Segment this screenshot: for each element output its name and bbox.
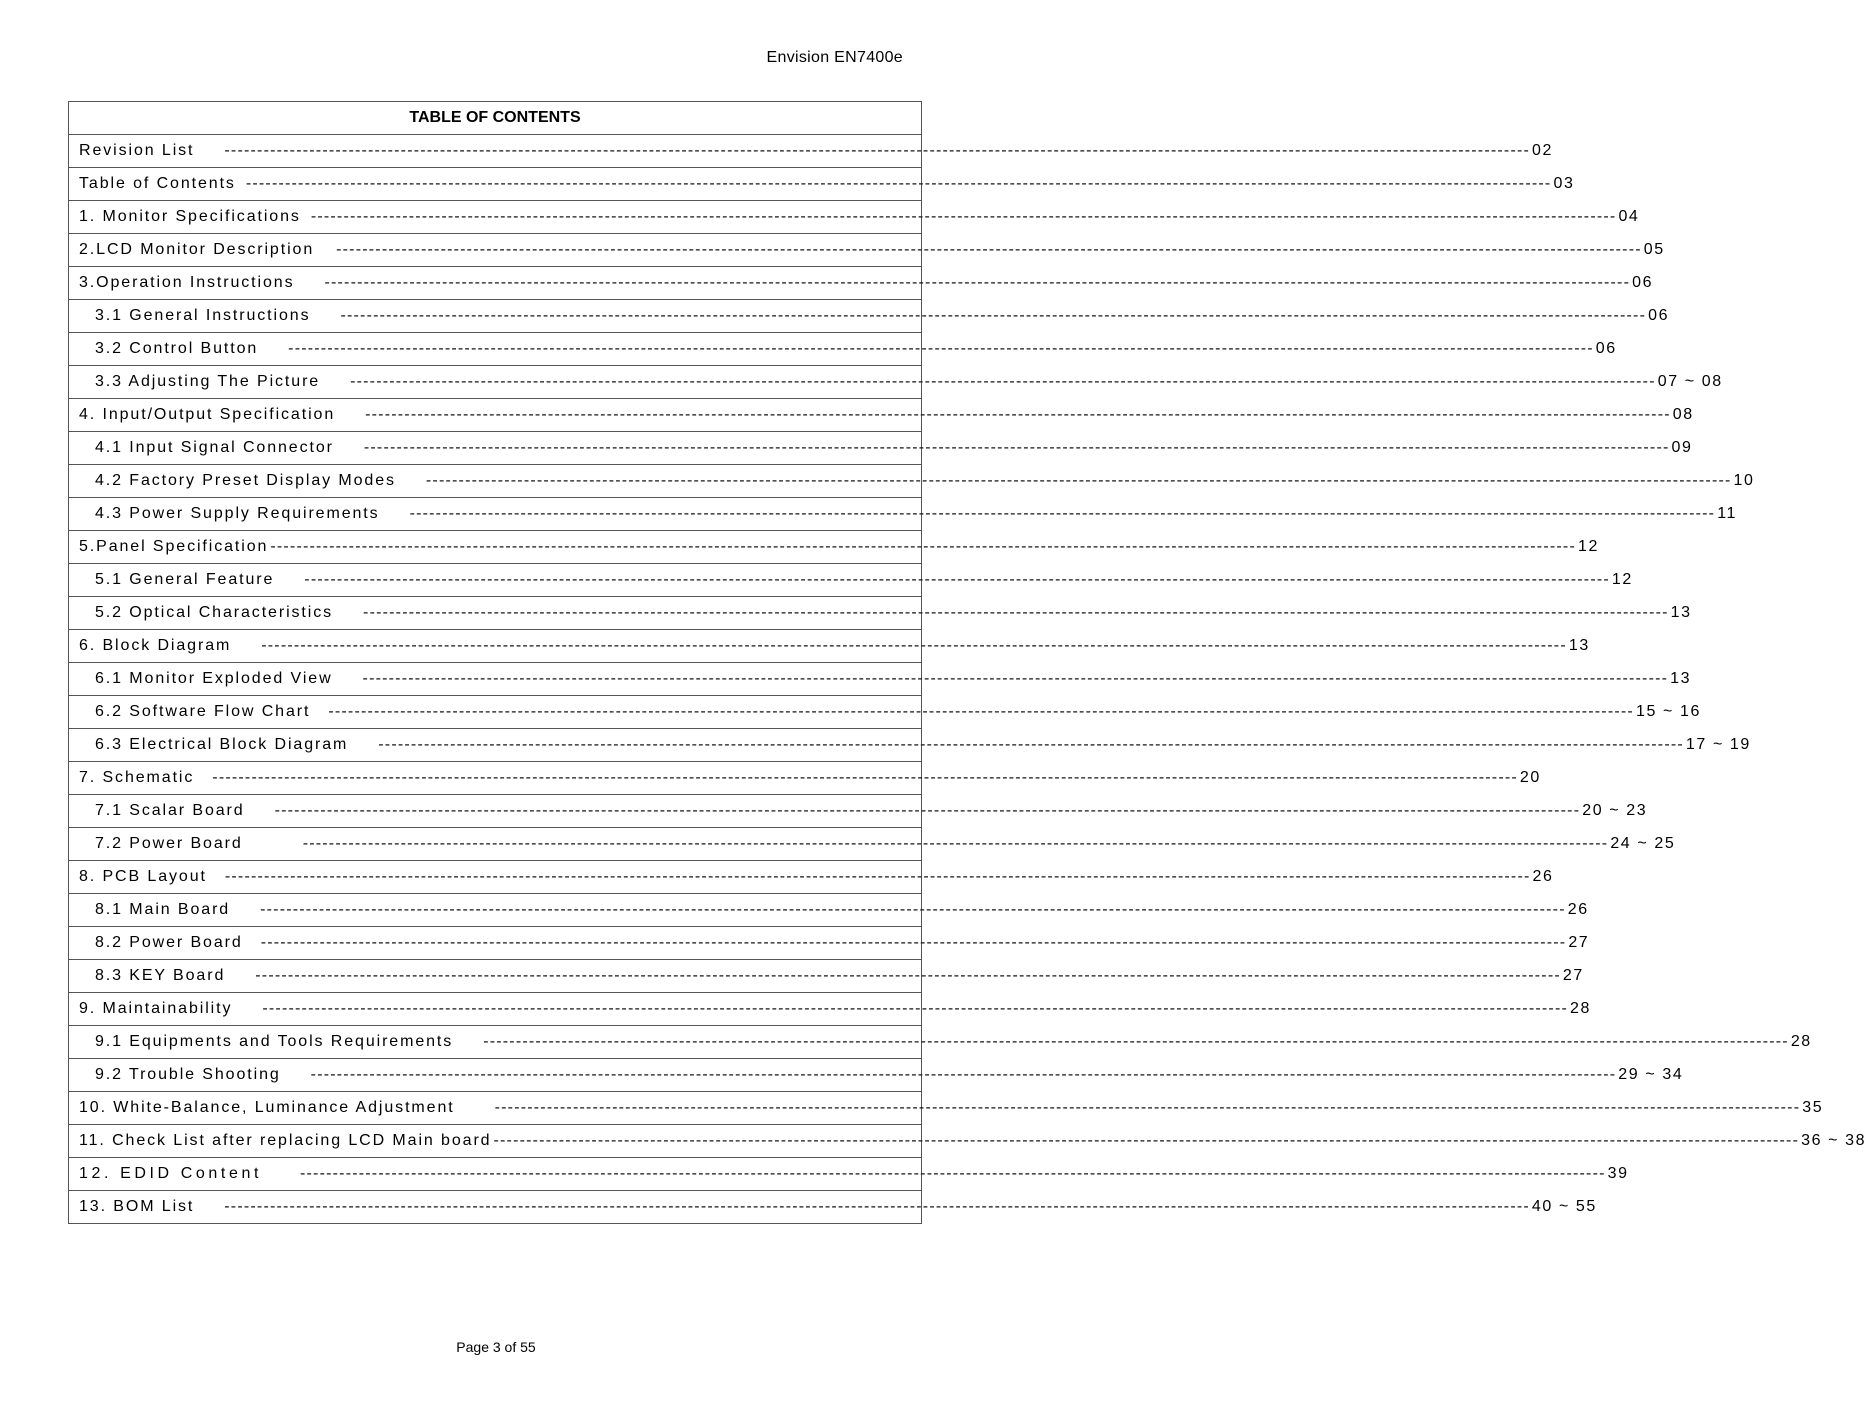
toc-entry[interactable]	[69, 201, 1640, 233]
toc-dot-leader: --------------------------------------------------------------------------------------------------------------------------------------------------------------------------------------------------------	[304, 571, 1610, 588]
toc-entry-label: 6.1 Monitor Exploded View	[95, 670, 333, 687]
toc-entry[interactable]	[69, 1026, 1812, 1058]
toc-cell	[69, 828, 1676, 861]
toc-entry-page: 11	[1717, 505, 1737, 522]
toc-entry-label: 1. Monitor Specifications	[79, 208, 301, 225]
toc-row[interactable]	[69, 432, 922, 465]
toc-entry-label: 3.1 General Instructions	[95, 307, 311, 324]
toc-row[interactable]	[69, 597, 922, 630]
toc-entry-page: 20	[1519, 769, 1541, 786]
toc-cell	[69, 597, 1692, 630]
toc-entry-page: 28	[1790, 1033, 1812, 1050]
toc-dot-leader: --------------------------------------------------------------------------------------------------------------------------------------------------------------------------------------------------------	[260, 934, 1567, 951]
toc-entry[interactable]	[69, 1125, 1866, 1157]
toc-entry-page: 06	[1648, 307, 1670, 324]
toc-dot-leader: --------------------------------------------------------------------------------------------------------------------------------------------------------------------------------------------------------	[324, 274, 1631, 291]
toc-dot-leader: --------------------------------------------------------------------------------------------------------------------------------------------------------------------------------------------------------	[363, 439, 1670, 456]
toc-entry-page: 02	[1532, 142, 1554, 159]
toc-entry-label: 4.2 Factory Preset Display Modes	[95, 472, 396, 489]
toc-row[interactable]	[69, 894, 922, 927]
toc-entry-page: 29 ~ 34	[1618, 1066, 1684, 1083]
toc-entry-label: Revision List	[79, 142, 195, 159]
toc-entry-label: 11. Check List after replacing LCD Main board	[79, 1132, 492, 1149]
toc-entry[interactable]	[69, 300, 1670, 332]
toc-entry-page: 40 ~ 55	[1531, 1198, 1597, 1215]
toc-entry-label: 3.3 Adjusting The Picture	[95, 373, 321, 390]
toc-dot-leader: --------------------------------------------------------------------------------------------------------------------------------------------------------------------------------------------------------	[493, 1132, 1800, 1149]
toc-entry[interactable]	[69, 564, 1633, 596]
toc-dot-leader: --------------------------------------------------------------------------------------------------------------------------------------------------------------------------------------------------------	[224, 868, 1531, 885]
toc-entry-page: 10	[1733, 472, 1755, 489]
toc-title: TABLE OF CONTENTS	[69, 102, 922, 135]
toc-cell	[69, 927, 1590, 960]
toc-dot-leader: --------------------------------------------------------------------------------------------------------------------------------------------------------------------------------------------------------	[336, 241, 1642, 258]
toc-row[interactable]	[69, 300, 922, 333]
toc-row[interactable]	[69, 531, 922, 564]
toc-dot-leader: --------------------------------------------------------------------------------------------------------------------------------------------------------------------------------------------------------	[483, 1033, 1789, 1050]
toc-cell	[69, 762, 1541, 795]
toc-entry[interactable]	[69, 927, 1590, 959]
toc-cell	[69, 795, 1648, 828]
toc-cell	[69, 366, 1723, 399]
toc-cell	[69, 531, 1599, 564]
toc-cell	[69, 1026, 1812, 1059]
toc-row[interactable]	[69, 663, 922, 696]
toc-entry[interactable]	[69, 432, 1693, 464]
toc-entry-label: 7. Schematic	[79, 769, 195, 786]
toc-entry[interactable]	[69, 267, 1654, 299]
toc-cell	[69, 168, 1575, 201]
toc-cell	[69, 201, 1640, 234]
toc-row[interactable]	[69, 630, 922, 663]
toc-dot-leader: --------------------------------------------------------------------------------------------------------------------------------------------------------------------------------------------------------	[378, 736, 1684, 753]
toc-entry-page: 15 ~ 16	[1635, 703, 1701, 720]
toc-entry-page: 39	[1607, 1165, 1629, 1182]
toc-entry-label: 9. Maintainability	[79, 1000, 233, 1017]
toc-cell	[69, 729, 1751, 762]
toc-entry[interactable]	[69, 531, 1599, 563]
toc-cell	[69, 861, 1554, 894]
toc-entry[interactable]	[69, 234, 1665, 266]
toc-cell	[69, 696, 1701, 729]
toc-row[interactable]	[69, 828, 922, 861]
toc-dot-leader: --------------------------------------------------------------------------------------------------------------------------------------------------------------------------------------------------------	[409, 505, 1716, 522]
toc-dot-leader: --------------------------------------------------------------------------------------------------------------------------------------------------------------------------------------------------------	[245, 175, 1552, 192]
document-header-brand: Envision EN7400e	[766, 49, 903, 66]
toc-entry-page: 26	[1532, 868, 1554, 885]
toc-dot-leader: --------------------------------------------------------------------------------------------------------------------------------------------------------------------------------------------------------	[363, 604, 1669, 621]
toc-entry[interactable]	[69, 630, 1590, 662]
toc-entry-label: 4.3 Power Supply Requirements	[95, 505, 380, 522]
toc-row[interactable]	[69, 861, 922, 894]
toc-cell	[69, 663, 1692, 696]
toc-entry-label: 8. PCB Layout	[79, 868, 207, 885]
toc-cell	[69, 432, 1693, 465]
toc-dot-leader: --------------------------------------------------------------------------------------------------------------------------------------------------------------------------------------------------------	[365, 406, 1671, 423]
toc-entry-page: 24 ~ 25	[1610, 835, 1676, 852]
toc-cell	[69, 465, 1755, 498]
toc-entry[interactable]	[69, 1059, 1684, 1091]
toc-dot-leader: --------------------------------------------------------------------------------------------------------------------------------------------------------------------------------------------------------	[260, 901, 1566, 918]
toc-entry[interactable]	[69, 894, 1589, 926]
toc-title-row	[69, 102, 922, 135]
toc-dot-leader: --------------------------------------------------------------------------------------------------------------------------------------------------------------------------------------------------------	[255, 967, 1561, 984]
toc-entry-label: 3.Operation Instructions	[79, 274, 295, 291]
toc-entry[interactable]	[69, 960, 1584, 992]
table-of-contents	[68, 101, 1866, 1224]
toc-cell	[69, 498, 1737, 531]
toc-row[interactable]	[69, 498, 922, 531]
toc-entry[interactable]	[69, 795, 1648, 827]
toc-entry-page: 07 ~ 08	[1657, 373, 1723, 390]
toc-row[interactable]	[69, 267, 922, 300]
toc-dot-leader: --------------------------------------------------------------------------------------------------------------------------------------------------------------------------------------------------------	[274, 802, 1581, 819]
toc-entry[interactable]	[69, 399, 1694, 431]
toc-entry-page: 06	[1595, 340, 1617, 357]
toc-entry-page: 12	[1611, 571, 1633, 588]
toc-row[interactable]	[69, 960, 922, 993]
toc-entry-page: 13	[1670, 604, 1692, 621]
toc-dot-leader: --------------------------------------------------------------------------------------------------------------------------------------------------------------------------------------------------------	[212, 769, 1518, 786]
toc-dot-leader: --------------------------------------------------------------------------------------------------------------------------------------------------------------------------------------------------------	[350, 373, 1656, 390]
toc-entry[interactable]	[69, 498, 1737, 530]
toc-dot-leader: --------------------------------------------------------------------------------------------------------------------------------------------------------------------------------------------------------	[328, 703, 1634, 720]
toc-entry-page: 27	[1562, 967, 1584, 984]
toc-entry[interactable]	[69, 762, 1541, 794]
toc-entry-label: 10. White-Balance, Luminance Adjustment	[79, 1099, 455, 1116]
toc-row[interactable]	[69, 234, 922, 267]
toc-row[interactable]	[69, 1191, 922, 1224]
toc-dot-leader: --------------------------------------------------------------------------------------------------------------------------------------------------------------------------------------------------------	[425, 472, 1732, 489]
toc-entry-label: Table of Contents	[79, 175, 236, 192]
toc-cell	[69, 135, 1554, 168]
toc-row[interactable]	[69, 366, 922, 399]
toc-cell	[69, 1125, 1866, 1158]
toc-cell	[69, 960, 1584, 993]
toc-entry-label: 7.2 Power Board	[95, 835, 243, 852]
page-footer: Page 3 of 55	[456, 1339, 536, 1355]
toc-entry[interactable]	[69, 168, 1575, 200]
toc-entry-label: 12. EDID Content	[79, 1165, 262, 1182]
toc-cell	[69, 267, 1654, 300]
toc-entry-label: 8.1 Main Board	[95, 901, 231, 918]
toc-cell	[69, 1158, 1629, 1191]
toc-row[interactable]	[69, 1059, 922, 1092]
toc-row[interactable]	[69, 927, 922, 960]
toc-entry[interactable]	[69, 366, 1723, 398]
toc-cell	[69, 564, 1633, 597]
toc-dot-leader: --------------------------------------------------------------------------------------------------------------------------------------------------------------------------------------------------------	[310, 1066, 1617, 1083]
toc-cell	[69, 894, 1589, 927]
toc-entry[interactable]	[69, 1191, 1597, 1223]
toc-entry-page: 04	[1618, 208, 1640, 225]
toc-entry-label: 9.2 Trouble Shooting	[95, 1066, 281, 1083]
toc-row[interactable]	[69, 795, 922, 828]
toc-dot-leader: --------------------------------------------------------------------------------------------------------------------------------------------------------------------------------------------------------	[261, 637, 1567, 654]
toc-cell	[69, 1191, 1597, 1224]
toc-dot-leader: --------------------------------------------------------------------------------------------------------------------------------------------------------------------------------------------------------	[340, 307, 1647, 324]
toc-row[interactable]	[69, 729, 922, 762]
toc-dot-leader: --------------------------------------------------------------------------------------------------------------------------------------------------------------------------------------------------------	[288, 340, 1594, 357]
toc-cell	[69, 993, 1591, 1026]
toc-cell	[69, 300, 1670, 333]
toc-row[interactable]	[69, 696, 922, 729]
toc-cell	[69, 333, 1617, 366]
toc-entry-page: 12	[1577, 538, 1599, 555]
toc-row[interactable]	[69, 564, 922, 597]
toc-entry[interactable]	[69, 597, 1692, 629]
toc-row[interactable]	[69, 1125, 922, 1158]
toc-entry-label: 3.2 Control Button	[95, 340, 259, 357]
toc-entry-page: 06	[1632, 274, 1654, 291]
toc-row[interactable]	[69, 333, 922, 366]
toc-dot-leader: --------------------------------------------------------------------------------------------------------------------------------------------------------------------------------------------------------	[224, 1198, 1530, 1215]
toc-entry-label: 6.2 Software Flow Chart	[95, 703, 311, 720]
toc-entry[interactable]	[69, 465, 1755, 497]
toc-entry-label: 5.2 Optical Characteristics	[95, 604, 334, 621]
toc-entry-page: 27	[1568, 934, 1590, 951]
toc-entry[interactable]	[69, 696, 1701, 728]
toc-entry[interactable]	[69, 1092, 1824, 1124]
toc-entry-page: 05	[1643, 241, 1665, 258]
toc-row[interactable]	[69, 201, 922, 234]
toc-entry-label: 4.1 Input Signal Connector	[95, 439, 334, 456]
toc-entry-page: 36 ~ 38	[1801, 1132, 1866, 1149]
toc-row[interactable]	[69, 399, 922, 432]
toc-entry-page: 13	[1568, 637, 1590, 654]
toc-entry-label: 6.3 Electrical Block Diagram	[95, 736, 349, 753]
toc-row[interactable]	[69, 1092, 922, 1125]
toc-entry-label: 5.1 General Feature	[95, 571, 275, 588]
toc-entry[interactable]	[69, 828, 1676, 860]
toc-dot-leader: --------------------------------------------------------------------------------------------------------------------------------------------------------------------------------------------------------	[300, 1165, 1606, 1182]
toc-row[interactable]	[69, 1158, 922, 1191]
toc-entry[interactable]	[69, 861, 1554, 893]
toc-entry-page: 08	[1672, 406, 1694, 423]
toc-cell	[69, 399, 1694, 432]
toc-entry[interactable]	[69, 993, 1591, 1025]
toc-dot-leader: --------------------------------------------------------------------------------------------------------------------------------------------------------------------------------------------------------	[310, 208, 1617, 225]
toc-dot-leader: --------------------------------------------------------------------------------------------------------------------------------------------------------------------------------------------------------	[224, 142, 1531, 159]
toc-entry-page: 28	[1570, 1000, 1591, 1017]
toc-entry-label: 13. BOM List	[79, 1198, 195, 1215]
toc-entry[interactable]	[69, 729, 1751, 761]
toc-dot-leader: --------------------------------------------------------------------------------------------------------------------------------------------------------------------------------------------------------	[262, 1000, 1568, 1017]
toc-row[interactable]	[69, 762, 922, 795]
toc-row[interactable]	[69, 465, 922, 498]
toc-entry-label: 8.3 KEY Board	[95, 967, 226, 984]
toc-cell	[69, 630, 1590, 663]
toc-entry[interactable]	[69, 333, 1617, 365]
toc-entry-page: 20 ~ 23	[1582, 802, 1648, 819]
toc-dot-leader: --------------------------------------------------------------------------------------------------------------------------------------------------------------------------------------------------------	[302, 835, 1609, 852]
toc-dot-leader: --------------------------------------------------------------------------------------------------------------------------------------------------------------------------------------------------------	[494, 1099, 1801, 1116]
toc-row[interactable]	[69, 993, 922, 1026]
toc-entry-page: 09	[1671, 439, 1693, 456]
toc-entry-label: 6. Block Diagram	[79, 637, 232, 654]
toc-entry-page: 17 ~ 19	[1685, 736, 1751, 753]
toc-entry[interactable]	[69, 135, 1554, 167]
toc-row[interactable]	[69, 1026, 922, 1059]
toc-entry-label: 2.LCD Monitor Description	[79, 241, 315, 258]
toc-entry-label: 5.Panel Specification	[79, 538, 269, 555]
toc-entry-label: 7.1 Scalar Board	[95, 802, 245, 819]
toc-row[interactable]	[69, 135, 922, 168]
toc-entry-page: 35	[1802, 1099, 1824, 1116]
toc-cell	[69, 234, 1665, 267]
toc-cell	[69, 1092, 1824, 1125]
toc-entry[interactable]	[69, 1158, 1629, 1190]
toc-entry-page: 26	[1567, 901, 1589, 918]
toc-entry-label: 8.2 Power Board	[95, 934, 243, 951]
toc-entry-page: 03	[1553, 175, 1575, 192]
toc-entry-page: 13	[1670, 670, 1692, 687]
toc-cell	[69, 1059, 1684, 1092]
toc-entry-label: 9.1 Equipments and Tools Requirements	[95, 1033, 454, 1050]
toc-dot-leader: --------------------------------------------------------------------------------------------------------------------------------------------------------------------------------------------------------	[362, 670, 1669, 687]
toc-dot-leader: --------------------------------------------------------------------------------------------------------------------------------------------------------------------------------------------------------	[270, 538, 1576, 555]
toc-entry[interactable]	[69, 663, 1692, 695]
toc-entry-label: 4. Input/Output Specification	[79, 406, 336, 423]
toc-row[interactable]	[69, 168, 922, 201]
